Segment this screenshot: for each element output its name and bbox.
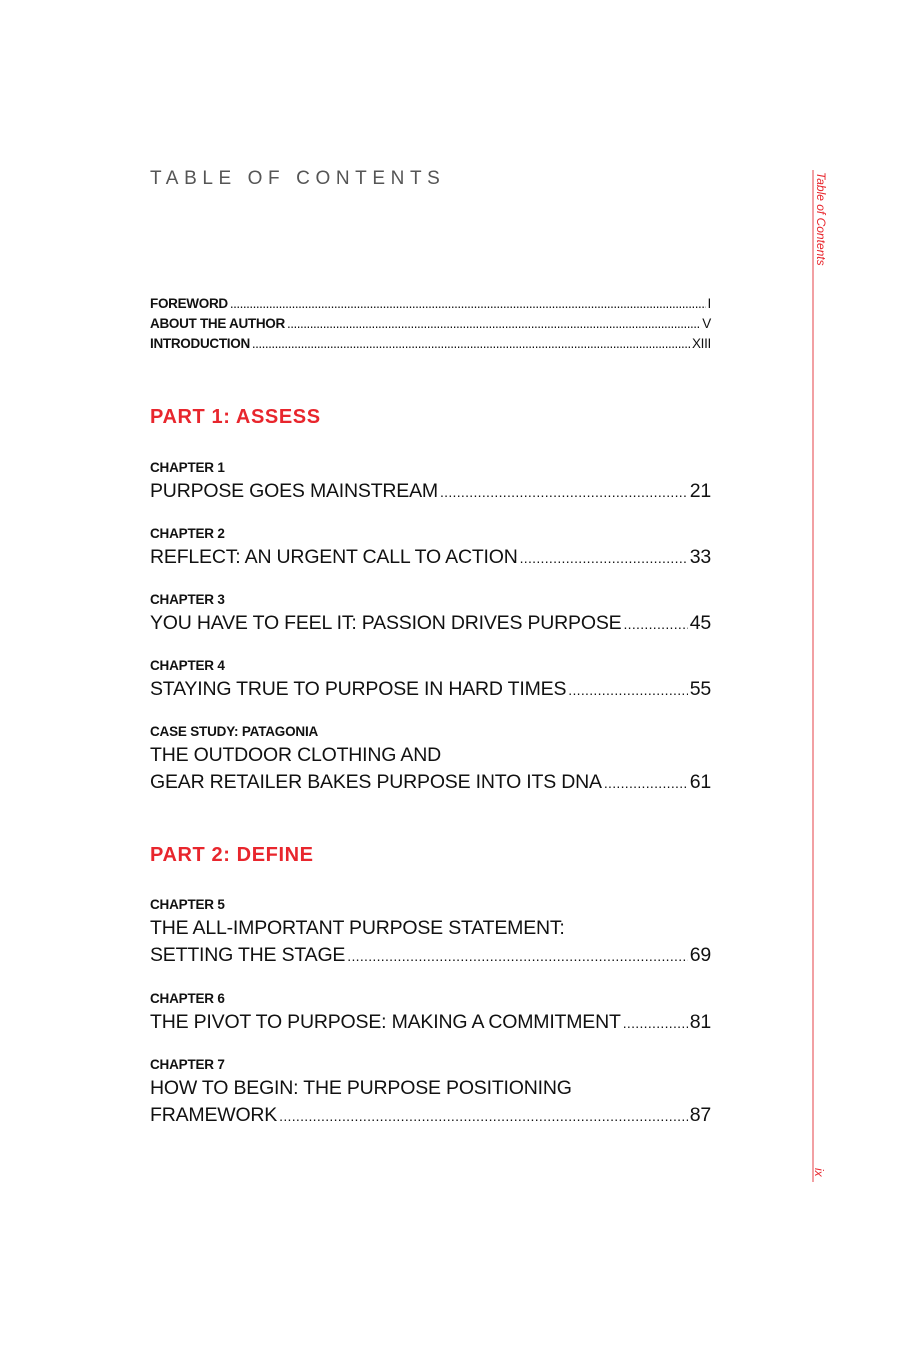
- entry-title-line: THE OUTDOOR CLOTHING AND: [150, 744, 441, 766]
- entry-label: ABOUT THE AUTHOR: [150, 316, 285, 331]
- entry-title: PURPOSE GOES MAINSTREAM: [150, 480, 438, 502]
- chapter-kicker: CHAPTER 4: [150, 658, 225, 673]
- chapter-kicker: CASE STUDY: PATAGONIA: [150, 724, 319, 739]
- entry-label: INTRODUCTION: [150, 336, 250, 351]
- toc-entry-chapter-4[interactable]: [150, 656, 711, 703]
- entry-title-line: THE ALL-IMPORTANT PURPOSE STATEMENT:: [150, 917, 565, 939]
- toc-entry-about-the-author[interactable]: [150, 316, 711, 336]
- chapter-kicker: CHAPTER 5: [150, 897, 225, 912]
- sidebar-rule: [812, 170, 814, 1182]
- dot-leader: [287, 316, 700, 331]
- entry-title: THE PIVOT TO PURPOSE: MAKING A COMMITMENT: [150, 1011, 621, 1033]
- running-title: Table of Contents: [814, 172, 828, 266]
- toc-entry-chapter-1[interactable]: [150, 458, 711, 505]
- entry-title-line: HOW TO BEGIN: THE PURPOSE POSITIONING: [150, 1077, 572, 1099]
- toc-entry-introduction[interactable]: [150, 336, 711, 356]
- entry-page: 55: [689, 678, 711, 700]
- entry-page: 21: [689, 480, 711, 502]
- entry-page: 69: [689, 944, 711, 966]
- entry-page: 87: [689, 1104, 711, 1126]
- entry-title: FRAMEWORK: [150, 1104, 278, 1126]
- entry-page: 33: [689, 546, 711, 568]
- dot-leader: [440, 478, 688, 506]
- toc-entry-chapter-6[interactable]: [150, 989, 711, 1036]
- chapter-kicker: CHAPTER 2: [150, 526, 225, 541]
- chapter-kicker: CHAPTER 7: [150, 1057, 225, 1072]
- toc-entry-case-study[interactable]: [150, 722, 711, 796]
- dot-leader: [604, 769, 688, 797]
- page-number: ix: [812, 1168, 826, 1177]
- toc-entry-chapter-2[interactable]: [150, 524, 711, 571]
- chapter-kicker: CHAPTER 3: [150, 592, 225, 607]
- entry-page: V: [702, 316, 711, 331]
- page-title: TABLE OF CONTENTS: [150, 168, 446, 189]
- entry-label: FOREWORD: [150, 296, 228, 311]
- entry-page: 61: [689, 771, 711, 793]
- entry-title: STAYING TRUE TO PURPOSE IN HARD TIMES: [150, 678, 567, 700]
- dot-leader: [623, 1009, 688, 1037]
- toc-entry-chapter-3[interactable]: [150, 590, 711, 637]
- entry-title: SETTING THE STAGE: [150, 944, 346, 966]
- part-heading: PART 1: ASSESS: [150, 406, 321, 428]
- entry-page: 45: [689, 612, 711, 634]
- dot-leader: [623, 610, 687, 638]
- chapter-kicker: CHAPTER 1: [150, 460, 225, 475]
- entry-title: YOU HAVE TO FEEL IT: PASSION DRIVES PURPOSE: [150, 612, 622, 634]
- toc-entry-chapter-7[interactable]: [150, 1055, 711, 1129]
- dot-leader: [230, 296, 706, 311]
- dot-leader: [520, 544, 688, 572]
- dot-leader: [279, 1102, 688, 1130]
- entry-page: 81: [689, 1011, 711, 1033]
- toc-entry-foreword[interactable]: [150, 296, 711, 316]
- dot-leader: [568, 676, 687, 704]
- part-heading: PART 2: DEFINE: [150, 844, 314, 866]
- dot-leader: [252, 336, 690, 351]
- entry-page: I: [707, 296, 711, 311]
- entry-title: GEAR RETAILER BAKES PURPOSE INTO ITS DNA: [150, 771, 602, 793]
- front-matter-list: [150, 296, 711, 356]
- entry-title: REFLECT: AN URGENT CALL TO ACTION: [150, 546, 518, 568]
- toc-entry-chapter-5[interactable]: [150, 895, 711, 969]
- entry-page: XIII: [691, 336, 711, 351]
- chapter-kicker: CHAPTER 6: [150, 991, 225, 1006]
- dot-leader: [347, 942, 687, 970]
